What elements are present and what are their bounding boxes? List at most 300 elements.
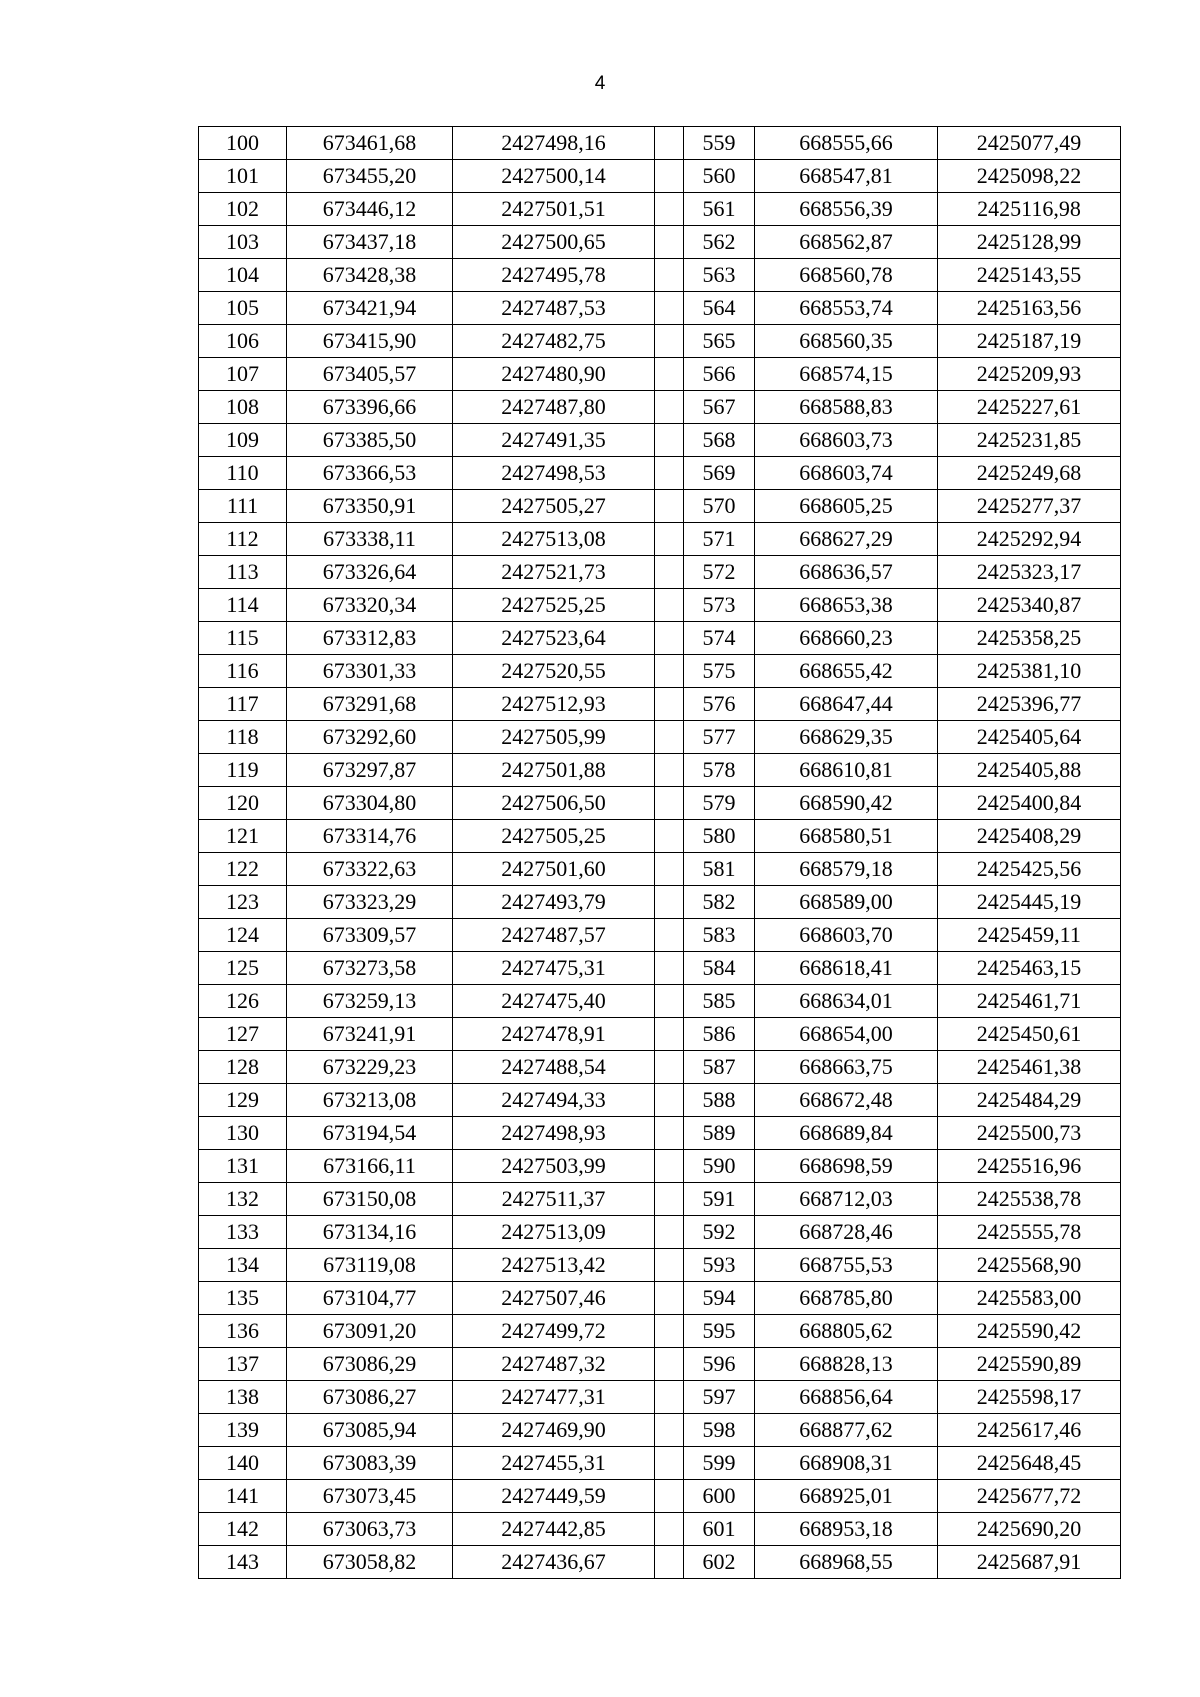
left-y-coordinate: 2427469,90 [453, 1414, 655, 1447]
left-point-number: 124 [199, 919, 287, 952]
left-y-coordinate: 2427494,33 [453, 1084, 655, 1117]
right-x-coordinate: 668660,23 [755, 622, 938, 655]
right-y-coordinate: 2425450,61 [938, 1018, 1121, 1051]
right-x-coordinate: 668712,03 [755, 1183, 938, 1216]
separator-cell [655, 325, 684, 358]
right-y-coordinate: 2425340,87 [938, 589, 1121, 622]
right-x-coordinate: 668634,01 [755, 985, 938, 1018]
separator-cell [655, 523, 684, 556]
left-y-coordinate: 2427495,78 [453, 259, 655, 292]
right-point-number: 565 [684, 325, 755, 358]
left-x-coordinate: 673166,11 [287, 1150, 453, 1183]
left-y-coordinate: 2427525,25 [453, 589, 655, 622]
left-y-coordinate: 2427498,16 [453, 127, 655, 160]
right-y-coordinate: 2425116,98 [938, 193, 1121, 226]
right-point-number: 589 [684, 1117, 755, 1150]
right-y-coordinate: 2425463,15 [938, 952, 1121, 985]
right-point-number: 590 [684, 1150, 755, 1183]
right-y-coordinate: 2425690,20 [938, 1513, 1121, 1546]
right-point-number: 571 [684, 523, 755, 556]
table-row [199, 688, 1121, 721]
right-y-coordinate: 2425590,89 [938, 1348, 1121, 1381]
left-point-number: 111 [199, 490, 287, 523]
left-x-coordinate: 673415,90 [287, 325, 453, 358]
right-point-number: 564 [684, 292, 755, 325]
left-x-coordinate: 673229,23 [287, 1051, 453, 1084]
right-point-number: 578 [684, 754, 755, 787]
right-point-number: 600 [684, 1480, 755, 1513]
table-row [199, 1315, 1121, 1348]
separator-cell [655, 1183, 684, 1216]
left-x-coordinate: 673320,34 [287, 589, 453, 622]
separator-cell [655, 160, 684, 193]
right-point-number: 582 [684, 886, 755, 919]
right-y-coordinate: 2425459,11 [938, 919, 1121, 952]
table-row [199, 1447, 1121, 1480]
table-row [199, 160, 1121, 193]
right-y-coordinate: 2425396,77 [938, 688, 1121, 721]
right-y-coordinate: 2425583,00 [938, 1282, 1121, 1315]
left-y-coordinate: 2427477,31 [453, 1381, 655, 1414]
right-point-number: 583 [684, 919, 755, 952]
left-y-coordinate: 2427520,55 [453, 655, 655, 688]
left-point-number: 127 [199, 1018, 287, 1051]
left-y-coordinate: 2427487,57 [453, 919, 655, 952]
separator-cell [655, 1150, 684, 1183]
left-point-number: 133 [199, 1216, 287, 1249]
right-x-coordinate: 668856,64 [755, 1381, 938, 1414]
left-point-number: 128 [199, 1051, 287, 1084]
table-row [199, 1051, 1121, 1084]
left-x-coordinate: 673291,68 [287, 688, 453, 721]
table-row [199, 1414, 1121, 1447]
separator-cell [655, 1216, 684, 1249]
left-point-number: 143 [199, 1546, 287, 1579]
table-row [199, 1216, 1121, 1249]
right-x-coordinate: 668908,31 [755, 1447, 938, 1480]
right-point-number: 566 [684, 358, 755, 391]
right-point-number: 601 [684, 1513, 755, 1546]
table-row [199, 1513, 1121, 1546]
right-y-coordinate: 2425500,73 [938, 1117, 1121, 1150]
left-point-number: 116 [199, 655, 287, 688]
left-x-coordinate: 673194,54 [287, 1117, 453, 1150]
right-point-number: 581 [684, 853, 755, 886]
right-point-number: 570 [684, 490, 755, 523]
left-point-number: 134 [199, 1249, 287, 1282]
left-point-number: 114 [199, 589, 287, 622]
right-y-coordinate: 2425687,91 [938, 1546, 1121, 1579]
left-x-coordinate: 673085,94 [287, 1414, 453, 1447]
left-y-coordinate: 2427491,35 [453, 424, 655, 457]
table-row [199, 952, 1121, 985]
right-y-coordinate: 2425292,94 [938, 523, 1121, 556]
right-point-number: 574 [684, 622, 755, 655]
table-row [199, 1117, 1121, 1150]
right-x-coordinate: 668588,83 [755, 391, 938, 424]
left-y-coordinate: 2427505,25 [453, 820, 655, 853]
separator-cell [655, 1447, 684, 1480]
separator-cell [655, 391, 684, 424]
right-point-number: 602 [684, 1546, 755, 1579]
right-point-number: 569 [684, 457, 755, 490]
left-x-coordinate: 673273,58 [287, 952, 453, 985]
right-x-coordinate: 668728,46 [755, 1216, 938, 1249]
right-y-coordinate: 2425128,99 [938, 226, 1121, 259]
table-row [199, 1546, 1121, 1579]
right-point-number: 579 [684, 787, 755, 820]
right-y-coordinate: 2425231,85 [938, 424, 1121, 457]
right-y-coordinate: 2425163,56 [938, 292, 1121, 325]
right-x-coordinate: 668603,74 [755, 457, 938, 490]
right-y-coordinate: 2425484,29 [938, 1084, 1121, 1117]
left-y-coordinate: 2427511,37 [453, 1183, 655, 1216]
right-x-coordinate: 668925,01 [755, 1480, 938, 1513]
right-y-coordinate: 2425358,25 [938, 622, 1121, 655]
right-point-number: 585 [684, 985, 755, 1018]
table-row [199, 391, 1121, 424]
left-y-coordinate: 2427499,72 [453, 1315, 655, 1348]
left-point-number: 139 [199, 1414, 287, 1447]
separator-cell [655, 919, 684, 952]
left-point-number: 136 [199, 1315, 287, 1348]
left-y-coordinate: 2427501,51 [453, 193, 655, 226]
left-point-number: 119 [199, 754, 287, 787]
table-row [199, 622, 1121, 655]
right-x-coordinate: 668574,15 [755, 358, 938, 391]
right-y-coordinate: 2425077,49 [938, 127, 1121, 160]
left-y-coordinate: 2427505,27 [453, 490, 655, 523]
right-point-number: 584 [684, 952, 755, 985]
right-point-number: 598 [684, 1414, 755, 1447]
coordinates-table-body [199, 127, 1121, 1579]
left-point-number: 108 [199, 391, 287, 424]
left-y-coordinate: 2427501,60 [453, 853, 655, 886]
left-x-coordinate: 673292,60 [287, 721, 453, 754]
right-point-number: 596 [684, 1348, 755, 1381]
table-row [199, 1150, 1121, 1183]
left-x-coordinate: 673461,68 [287, 127, 453, 160]
left-point-number: 110 [199, 457, 287, 490]
right-x-coordinate: 668785,80 [755, 1282, 938, 1315]
table-row [199, 226, 1121, 259]
right-x-coordinate: 668589,00 [755, 886, 938, 919]
right-y-coordinate: 2425405,88 [938, 754, 1121, 787]
table-row [199, 358, 1121, 391]
right-x-coordinate: 668553,74 [755, 292, 938, 325]
separator-cell [655, 358, 684, 391]
left-point-number: 129 [199, 1084, 287, 1117]
left-y-coordinate: 2427507,46 [453, 1282, 655, 1315]
right-x-coordinate: 668580,51 [755, 820, 938, 853]
separator-cell [655, 688, 684, 721]
right-y-coordinate: 2425568,90 [938, 1249, 1121, 1282]
right-x-coordinate: 668556,39 [755, 193, 938, 226]
left-point-number: 135 [199, 1282, 287, 1315]
right-y-coordinate: 2425143,55 [938, 259, 1121, 292]
separator-cell [655, 292, 684, 325]
left-x-coordinate: 673428,38 [287, 259, 453, 292]
separator-cell [655, 1546, 684, 1579]
right-point-number: 572 [684, 556, 755, 589]
table-row [199, 1084, 1121, 1117]
left-point-number: 132 [199, 1183, 287, 1216]
left-x-coordinate: 673086,29 [287, 1348, 453, 1381]
right-y-coordinate: 2425098,22 [938, 160, 1121, 193]
left-y-coordinate: 2427512,93 [453, 688, 655, 721]
left-y-coordinate: 2427505,99 [453, 721, 655, 754]
right-x-coordinate: 668579,18 [755, 853, 938, 886]
left-x-coordinate: 673350,91 [287, 490, 453, 523]
right-x-coordinate: 668560,35 [755, 325, 938, 358]
separator-cell [655, 490, 684, 523]
left-y-coordinate: 2427475,40 [453, 985, 655, 1018]
left-x-coordinate: 673446,12 [287, 193, 453, 226]
right-y-coordinate: 2425425,56 [938, 853, 1121, 886]
separator-cell [655, 1282, 684, 1315]
left-point-number: 142 [199, 1513, 287, 1546]
right-x-coordinate: 668689,84 [755, 1117, 938, 1150]
right-x-coordinate: 668654,00 [755, 1018, 938, 1051]
right-point-number: 559 [684, 127, 755, 160]
right-y-coordinate: 2425323,17 [938, 556, 1121, 589]
right-x-coordinate: 668647,44 [755, 688, 938, 721]
left-point-number: 138 [199, 1381, 287, 1414]
separator-cell [655, 1480, 684, 1513]
left-y-coordinate: 2427498,93 [453, 1117, 655, 1150]
separator-cell [655, 1348, 684, 1381]
left-point-number: 103 [199, 226, 287, 259]
right-y-coordinate: 2425187,19 [938, 325, 1121, 358]
table-row [199, 886, 1121, 919]
left-x-coordinate: 673309,57 [287, 919, 453, 952]
separator-cell [655, 721, 684, 754]
left-point-number: 117 [199, 688, 287, 721]
right-x-coordinate: 668877,62 [755, 1414, 938, 1447]
table-row [199, 1381, 1121, 1414]
right-x-coordinate: 668672,48 [755, 1084, 938, 1117]
left-y-coordinate: 2427513,08 [453, 523, 655, 556]
left-point-number: 126 [199, 985, 287, 1018]
right-point-number: 562 [684, 226, 755, 259]
right-x-coordinate: 668603,73 [755, 424, 938, 457]
left-y-coordinate: 2427480,90 [453, 358, 655, 391]
table-row [199, 259, 1121, 292]
right-x-coordinate: 668828,13 [755, 1348, 938, 1381]
left-point-number: 137 [199, 1348, 287, 1381]
left-y-coordinate: 2427523,64 [453, 622, 655, 655]
left-x-coordinate: 673304,80 [287, 787, 453, 820]
right-x-coordinate: 668610,81 [755, 754, 938, 787]
separator-cell [655, 754, 684, 787]
right-x-coordinate: 668605,25 [755, 490, 938, 523]
right-point-number: 575 [684, 655, 755, 688]
right-y-coordinate: 2425677,72 [938, 1480, 1121, 1513]
right-y-coordinate: 2425400,84 [938, 787, 1121, 820]
left-x-coordinate: 673323,29 [287, 886, 453, 919]
right-point-number: 592 [684, 1216, 755, 1249]
right-y-coordinate: 2425590,42 [938, 1315, 1121, 1348]
right-y-coordinate: 2425461,71 [938, 985, 1121, 1018]
left-y-coordinate: 2427487,32 [453, 1348, 655, 1381]
left-point-number: 115 [199, 622, 287, 655]
right-point-number: 597 [684, 1381, 755, 1414]
left-x-coordinate: 673301,33 [287, 655, 453, 688]
left-x-coordinate: 673063,73 [287, 1513, 453, 1546]
table-row [199, 1348, 1121, 1381]
separator-cell [655, 589, 684, 622]
right-x-coordinate: 668805,62 [755, 1315, 938, 1348]
right-x-coordinate: 668618,41 [755, 952, 938, 985]
right-x-coordinate: 668555,66 [755, 127, 938, 160]
table-row [199, 754, 1121, 787]
right-x-coordinate: 668562,87 [755, 226, 938, 259]
separator-cell [655, 1381, 684, 1414]
table-row [199, 919, 1121, 952]
left-x-coordinate: 673213,08 [287, 1084, 453, 1117]
right-point-number: 576 [684, 688, 755, 721]
left-y-coordinate: 2427501,88 [453, 754, 655, 787]
separator-cell [655, 952, 684, 985]
page-number: 4 [594, 73, 606, 94]
table-row [199, 820, 1121, 853]
left-x-coordinate: 673259,13 [287, 985, 453, 1018]
right-point-number: 593 [684, 1249, 755, 1282]
table-row [199, 424, 1121, 457]
right-point-number: 594 [684, 1282, 755, 1315]
separator-cell [655, 1084, 684, 1117]
separator-cell [655, 424, 684, 457]
table-row [199, 787, 1121, 820]
separator-cell [655, 1117, 684, 1150]
right-y-coordinate: 2425249,68 [938, 457, 1121, 490]
right-point-number: 563 [684, 259, 755, 292]
left-x-coordinate: 673338,11 [287, 523, 453, 556]
right-point-number: 573 [684, 589, 755, 622]
separator-cell [655, 127, 684, 160]
separator-cell [655, 820, 684, 853]
left-x-coordinate: 673455,20 [287, 160, 453, 193]
left-x-coordinate: 673297,87 [287, 754, 453, 787]
table-row [199, 985, 1121, 1018]
right-x-coordinate: 668653,38 [755, 589, 938, 622]
right-y-coordinate: 2425408,29 [938, 820, 1121, 853]
left-point-number: 140 [199, 1447, 287, 1480]
table-row [199, 655, 1121, 688]
left-y-coordinate: 2427482,75 [453, 325, 655, 358]
right-point-number: 587 [684, 1051, 755, 1084]
right-point-number: 567 [684, 391, 755, 424]
left-y-coordinate: 2427506,50 [453, 787, 655, 820]
left-x-coordinate: 673119,08 [287, 1249, 453, 1282]
separator-cell [655, 1513, 684, 1546]
left-point-number: 112 [199, 523, 287, 556]
left-y-coordinate: 2427493,79 [453, 886, 655, 919]
right-x-coordinate: 668953,18 [755, 1513, 938, 1546]
right-x-coordinate: 668547,81 [755, 160, 938, 193]
right-x-coordinate: 668560,78 [755, 259, 938, 292]
right-x-coordinate: 668636,57 [755, 556, 938, 589]
table-row [199, 589, 1121, 622]
left-y-coordinate: 2427455,31 [453, 1447, 655, 1480]
right-x-coordinate: 668755,53 [755, 1249, 938, 1282]
separator-cell [655, 193, 684, 226]
left-point-number: 106 [199, 325, 287, 358]
left-x-coordinate: 673086,27 [287, 1381, 453, 1414]
separator-cell [655, 457, 684, 490]
separator-cell [655, 853, 684, 886]
left-point-number: 109 [199, 424, 287, 457]
left-point-number: 141 [199, 1480, 287, 1513]
left-point-number: 125 [199, 952, 287, 985]
right-point-number: 560 [684, 160, 755, 193]
left-point-number: 104 [199, 259, 287, 292]
right-y-coordinate: 2425538,78 [938, 1183, 1121, 1216]
left-y-coordinate: 2427503,99 [453, 1150, 655, 1183]
coordinates-table [198, 126, 1121, 1579]
separator-cell [655, 259, 684, 292]
left-y-coordinate: 2427436,67 [453, 1546, 655, 1579]
left-x-coordinate: 673421,94 [287, 292, 453, 325]
separator-cell [655, 226, 684, 259]
right-y-coordinate: 2425381,10 [938, 655, 1121, 688]
right-y-coordinate: 2425405,64 [938, 721, 1121, 754]
right-y-coordinate: 2425648,45 [938, 1447, 1121, 1480]
table-row [199, 1282, 1121, 1315]
right-point-number: 568 [684, 424, 755, 457]
left-y-coordinate: 2427442,85 [453, 1513, 655, 1546]
separator-cell [655, 985, 684, 1018]
left-y-coordinate: 2427498,53 [453, 457, 655, 490]
right-point-number: 591 [684, 1183, 755, 1216]
left-point-number: 130 [199, 1117, 287, 1150]
left-x-coordinate: 673073,45 [287, 1480, 453, 1513]
left-y-coordinate: 2427513,09 [453, 1216, 655, 1249]
left-y-coordinate: 2427487,80 [453, 391, 655, 424]
right-x-coordinate: 668655,42 [755, 655, 938, 688]
right-point-number: 580 [684, 820, 755, 853]
right-x-coordinate: 668968,55 [755, 1546, 938, 1579]
separator-cell [655, 1414, 684, 1447]
table-row [199, 292, 1121, 325]
separator-cell [655, 886, 684, 919]
left-x-coordinate: 673366,53 [287, 457, 453, 490]
table-row [199, 1018, 1121, 1051]
table-row [199, 721, 1121, 754]
left-point-number: 102 [199, 193, 287, 226]
left-x-coordinate: 673396,66 [287, 391, 453, 424]
left-y-coordinate: 2427500,14 [453, 160, 655, 193]
separator-cell [655, 787, 684, 820]
left-y-coordinate: 2427475,31 [453, 952, 655, 985]
left-x-coordinate: 673091,20 [287, 1315, 453, 1348]
right-y-coordinate: 2425445,19 [938, 886, 1121, 919]
left-x-coordinate: 673385,50 [287, 424, 453, 457]
table-row [199, 1249, 1121, 1282]
left-x-coordinate: 673312,83 [287, 622, 453, 655]
right-x-coordinate: 668590,42 [755, 787, 938, 820]
right-point-number: 595 [684, 1315, 755, 1348]
left-point-number: 120 [199, 787, 287, 820]
left-y-coordinate: 2427500,65 [453, 226, 655, 259]
right-point-number: 599 [684, 1447, 755, 1480]
left-point-number: 100 [199, 127, 287, 160]
right-y-coordinate: 2425209,93 [938, 358, 1121, 391]
separator-cell [655, 1315, 684, 1348]
right-point-number: 561 [684, 193, 755, 226]
separator-cell [655, 622, 684, 655]
left-y-coordinate: 2427487,53 [453, 292, 655, 325]
